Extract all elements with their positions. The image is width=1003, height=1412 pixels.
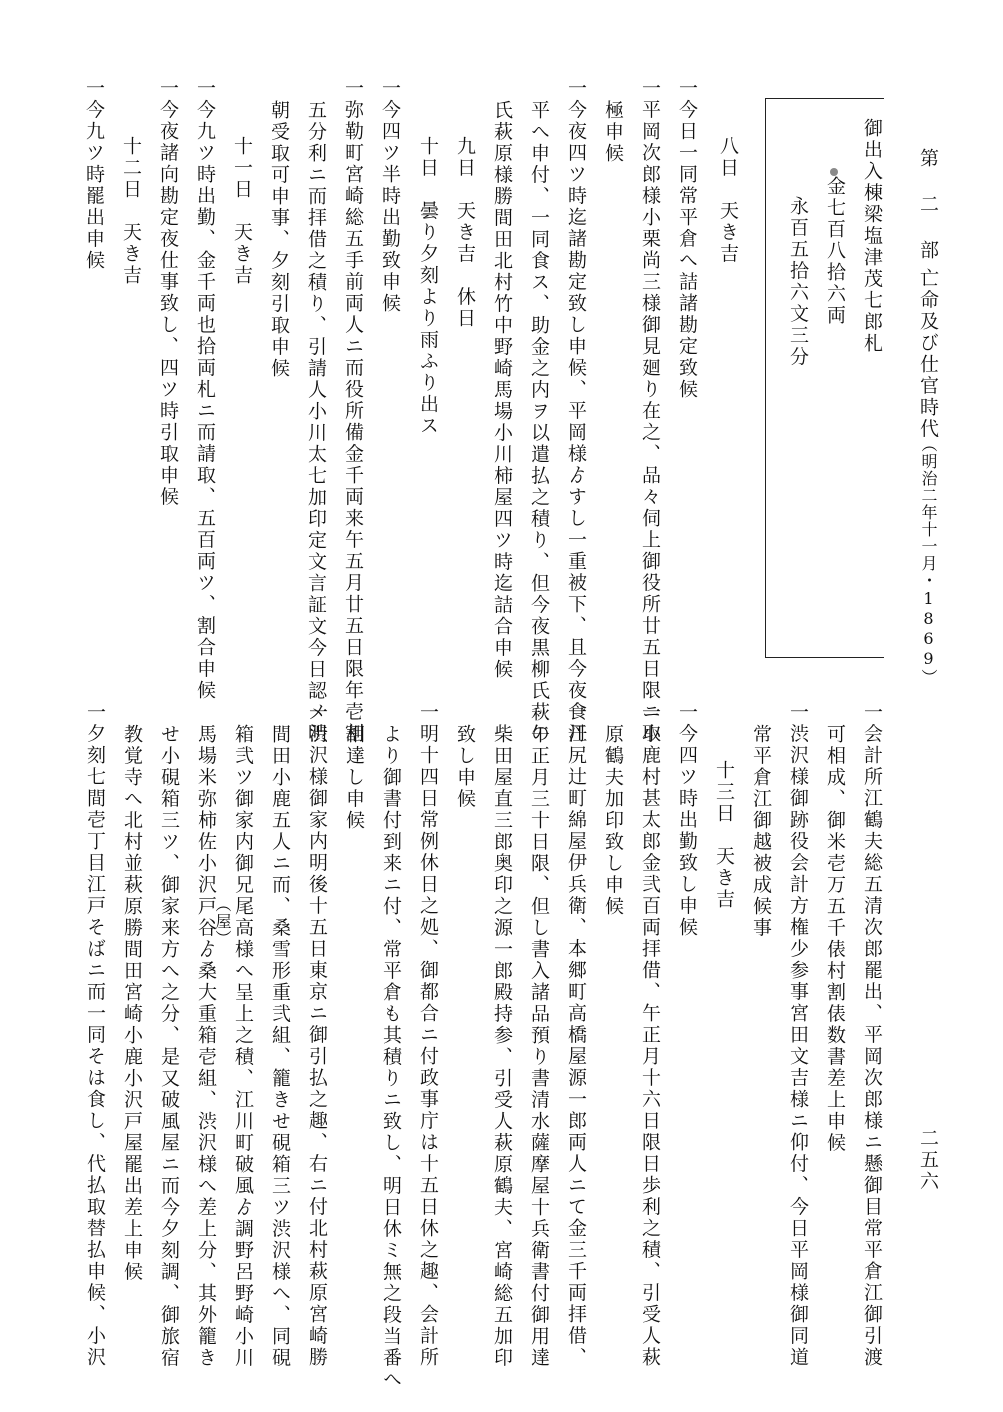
text-column: 常平倉江御越被成候事 xyxy=(750,724,772,939)
text-column: 金七百八拾六両 xyxy=(824,176,846,327)
day-heading: 八日 天き吉 xyxy=(717,136,739,265)
text-column: 一会計所江鶴夫総五清次郎罷出、平岡次郎様ニ懸御目常平倉江御引渡 xyxy=(861,702,883,1369)
day-heading: 十一日 天き吉 xyxy=(231,136,253,287)
text-column: 間田小鹿五人ニ而、桑雪形重弐組、籠きせ硯箱三ツ渋沢様へ、同硯 xyxy=(269,724,291,1369)
text-column: 一小鹿村甚太郎金弐百両拝借、午正月十六日限日歩利之積、引受人萩 xyxy=(639,702,661,1369)
text-column: 相達し申候 xyxy=(343,724,365,832)
text-column: 箱弐ツ御家内御兄尾高様へ呈上之積、江川町破風ゟ調野呂野崎小川 xyxy=(232,724,254,1369)
text-column: 一今四ツ半時出勤致申候 xyxy=(379,78,401,315)
text-column: より御書付到来ニ付、常平倉も其積りニ致し、明日休ミ無之段当番へ xyxy=(380,724,402,1391)
page-number: 二五六 xyxy=(917,1128,939,1193)
text-column: 一今夜諸向勘定夜仕事致し、四ツ時引取申候 xyxy=(157,78,179,508)
text-column: 午正月三十日限、但し書入諸品預り書清水薩摩屋十兵衛書付御用達 xyxy=(528,724,550,1369)
day-heading: 十二日 天き吉 xyxy=(120,136,142,287)
section-title: 亡命及び仕官時代 xyxy=(917,268,939,440)
part-label: 第 二 部 xyxy=(917,148,939,262)
text-column: 一明十四日常例休日之処、御都合ニ付政事庁は十五日休之趣、会計所 xyxy=(417,702,439,1369)
text-column: 五分利ニ而拝借之積り、引請人小川太七加印定文言証文今日認メ明 xyxy=(305,100,327,745)
text-column: 一今九ツ時罷出申候 xyxy=(83,78,105,272)
text-column: 氏萩原様勝間田北村竹中野崎馬場小川柿屋四ツ時迄詰合申候 xyxy=(491,100,513,681)
text-column: 一渋沢様御跡役会計方権少参事宮田文吉様ニ仰付、今日平岡様御同道 xyxy=(787,702,809,1369)
text-column: 一今九ツ時出勤、金千両也拾両札ニ而請取、五百両ツ、割合申候 xyxy=(194,78,216,702)
day-heading: 十日 曇り夕刻より雨ふり出ス xyxy=(417,136,439,437)
text-column: 永百五拾六文三分 xyxy=(787,196,809,368)
text-column: 一夕刻七間壱丁目江戸そばニ而一同そは食し、代払取替払申候、小沢 xyxy=(84,702,106,1369)
marker-dot xyxy=(830,168,838,176)
text-column: 一今夜四ツ時迄諸勘定致し申候、平岡様ゟすし一重被下、且今夜食丹 xyxy=(565,78,587,745)
ruby-annotation: （屋） xyxy=(213,896,232,947)
text-column: 一今日一同常平倉へ詰諸勘定致候 xyxy=(676,78,698,401)
text-column: 平へ申付、一同食ス、助金之内ヲ以遣払之積り、但今夜黒柳氏萩の xyxy=(528,100,550,745)
text-column: 朝受取可申事、夕刻引取申候 xyxy=(268,100,290,380)
day-heading: 十三日 天き吉 xyxy=(713,760,735,911)
text-column: 一今四ツ時出勤致し申候 xyxy=(676,702,698,939)
text-column: 極申候 xyxy=(602,100,624,165)
date-range: （明治二年十一月・1869） xyxy=(919,436,938,686)
text-column: 一弥勒町宮崎総五手前両人ニ而役所備金千両来午五月廿五日限年壱割 xyxy=(342,78,364,745)
text-column: 一平岡次郎様小栗尚三様御見廻り在之、品々伺上御役所廿五日限ニ取 xyxy=(639,78,661,745)
text-column: 馬場米弥柿佐小沢戸谷ゟ桑大重箱壱組、渋沢様へ差上分、其外籠き xyxy=(195,724,217,1369)
text-column: 教覚寺へ北村並萩原勝間田宮崎小鹿小沢戸屋罷出差上申候 xyxy=(121,724,143,1283)
text-column: せ小硯箱三ツ、御家来方へ之分、是又破風屋ニ而今夕刻調、御旅宿 xyxy=(158,724,180,1369)
text-column: 致し申候 xyxy=(454,724,476,810)
text-column: 可相成、御米壱万五千俵村割俵数書差上申候 xyxy=(824,724,846,1154)
text-column: 御出入棟梁塩津茂七郎札 xyxy=(861,118,883,355)
day-heading: 九日 天き吉 休日 xyxy=(454,136,476,330)
text-column: 一渋沢様御家内明後十五日東京ニ御引払之趣、右ニ付北村萩原宮崎勝 xyxy=(306,702,328,1369)
text-column: 一江尻辻町綿屋伊兵衛、本郷町高橋屋源一郎両人ニて金三千両拝借、 xyxy=(565,702,587,1369)
text-column: 原鶴夫加印致し申候 xyxy=(602,724,624,918)
text-column: 柴田屋直三郎奥印之源一郎殿持参、引受人萩原鶴夫、宮崎総五加印 xyxy=(491,724,513,1369)
